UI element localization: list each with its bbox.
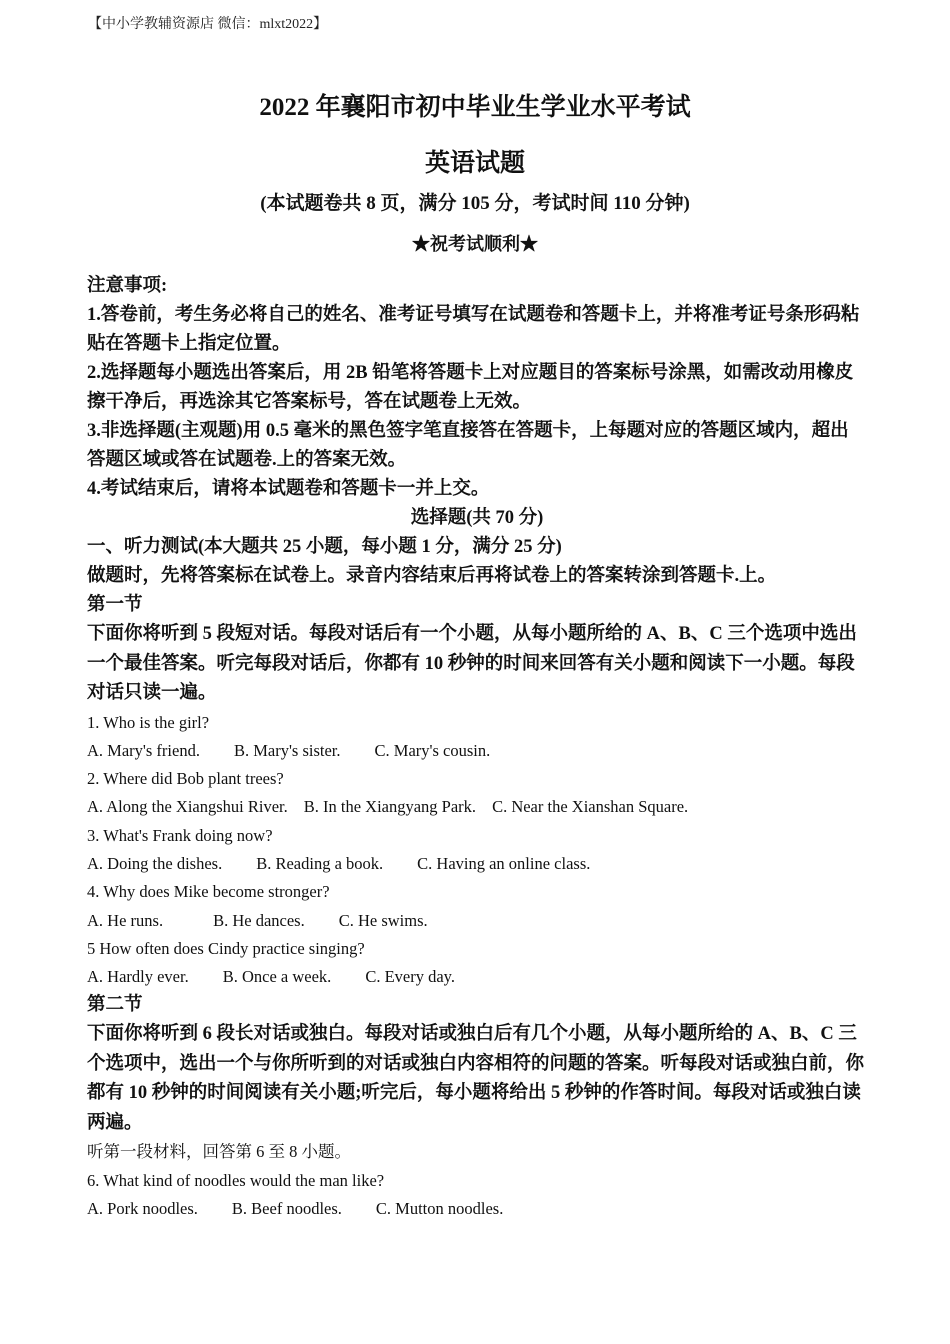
option-c: C. Every day. [365, 967, 455, 987]
question: 3. What's Frank doing now? [87, 825, 273, 845]
document-body [87, 272, 867, 1223]
option-b: B. Once a week. [222, 967, 332, 987]
option-a: A. He runs. [87, 910, 164, 930]
option-c: C. Mutton noodles. [375, 1199, 504, 1219]
header-note: 【中小学教辅资源店 微信：mlxt2022】 [88, 17, 328, 32]
option-a: A. Along the Xiangshui River. [87, 797, 288, 817]
question-options [87, 850, 867, 878]
question-options [87, 963, 867, 991]
section1-heading: 第一节 [87, 595, 143, 615]
question-options [87, 1195, 867, 1223]
question: 4. Why does Mike become stronger? [87, 882, 330, 902]
option-c: C. Near the Xianshan Square. [492, 797, 689, 817]
exam-info: (本试题卷共 8 页，满分 105 分，考试时间 110 分钟) [260, 193, 690, 214]
question: 1. Who is the girl? [87, 712, 210, 732]
option-b: B. Beef noodles. [231, 1199, 342, 1219]
option-c: C. He swims. [338, 910, 428, 930]
question: 5 How often does Cindy practice singing? [87, 938, 365, 958]
option-a: A. Doing the dishes. [87, 853, 223, 873]
option-b: B. In the Xiangyang Park. [303, 797, 477, 817]
part1-instruction: 做题时，先将答案标在试卷上。录音内容结束后再将试卷上的答案转涂到答题卡.上。 [87, 566, 777, 586]
option-c: C. Mary's cousin. [374, 740, 491, 760]
question: 2. Where did Bob plant trees? [87, 769, 284, 789]
notice-item: 4.考试结束后，请将本试题卷和答题卡一并上交。 [87, 479, 490, 499]
question-options [87, 907, 867, 935]
option-a: A. Pork noodles. [87, 1199, 198, 1219]
notice-heading: 注意事项: [87, 276, 168, 296]
notice-item: 3.非选择题(主观题)用 0.5 毫米的黑色签字笔直接答在答题卡，上每题对应的答题区域内，超出答题区域或答在试题卷.上的答案无效。 [87, 421, 849, 470]
notice-item: 1.答卷前，考生务必将自己的姓名、准考证号填写在试题卷和答题卡上，并将准考证号条形码粘贴在答题卡上指定位置。 [87, 305, 860, 354]
question-options [87, 737, 867, 765]
part1-heading: 一、听力测试(本大题共 25 小题，每小题 1 分，满分 25 分) [87, 537, 562, 557]
option-a: A. Hardly ever. [87, 967, 189, 987]
question-options [87, 793, 867, 821]
good-luck-wish: ★祝考试顺利★ [412, 234, 538, 254]
exam-title: 2022 年襄阳市初中毕业生学业水平考试 [259, 94, 691, 121]
question: 6. What kind of noodles would the man like? [87, 1170, 385, 1190]
option-b: B. Reading a book. [256, 853, 384, 873]
section2-heading: 第二节 [87, 995, 143, 1016]
material-note: 听第一段材料，回答第 6 至 8 小题。 [87, 1142, 351, 1162]
section1-instruction: 下面你将听到 5 段短对话。每段对话后有一个小题，从每小题所给的 A、B、C 三个选项中选出一个最佳答案。听完每段对话后，你都有 10 秒钟的时间来回答有关小题和阅读下一小题。每段对话只读一遍。 [87, 624, 857, 703]
option-b: B. He dances. [213, 910, 305, 930]
notice-item: 2.选择题每小题选出答案后，用 2B 铅笔将答题卡上对应题目的答案标号涂黑，如需改动用橡皮擦干净后，再选涂其它答案标号，答在试题卷上无效。 [87, 363, 854, 412]
section2-instruction: 下面你将听到 6 段长对话或独白。每段对话或独白后有几个小题，从每小题所给的 A、B、C 三个选项中，选出一个与你所听到的对话或独白内容相符的问题的答案。听每段对话或独白前，你都有 10 秒钟的时间阅读有关小题;听完后，每小题将给出 5 秒钟的作答时间。每段对话或独白读两遍。 [87, 1024, 865, 1133]
option-b: B. Mary's sister. [233, 740, 341, 760]
option-c: C. Having an online class. [417, 853, 591, 873]
option-a: A. Mary's friend. [87, 740, 200, 760]
subject-title: 英语试题 [424, 150, 525, 177]
section-header: 选择题(共 70 分) [410, 508, 544, 528]
